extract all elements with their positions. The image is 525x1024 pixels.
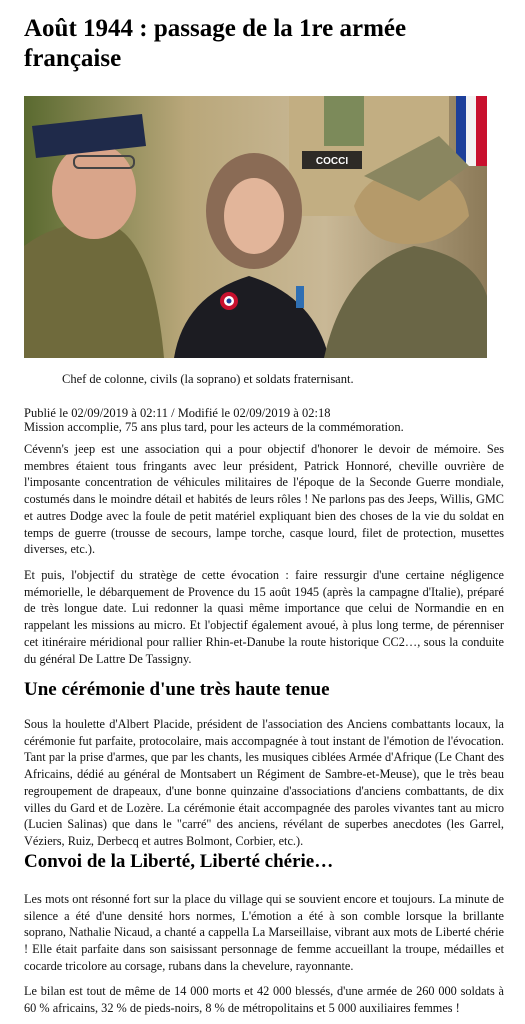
article-title: Août 1944 : passage de la 1re armée française: [24, 15, 407, 72]
article-photo: [24, 96, 487, 358]
flag-white-stripe: [466, 96, 476, 166]
article-lede: Mission accomplie, 75 ans plus tard, pour les acteurs de la commémoration.: [24, 420, 404, 434]
article-paragraph: Sous la houlette d'Albert Placide, président de l'association des Anciens combattants locaux, la cérémonie fut parfaite, protocolaire, mais accompagnée à tout instant de l'émotion de l'évocation. Tant par la prise d'armes, que par les chants, les musiques ciblées Armée d'Afrique (Le Chant des Africains, dédié au général de Montsabert un Régiment de Sambre-et-Meuse), que le très beau regroupement de drapeaux, d'une bonne quinzaine d'associations d'anciens combattants, de dix villes du Gard et de Lozère. La cérémonie était accompagnée des paroles vivantes tant au micro (Lucien Salinas) que dans le "carré" des anciens, révélant de superbes anecdotes (les Garrel, Véziers, Ruiz, Derbecq et autres Bolmont, Corbier, etc.).: [24, 717, 504, 848]
article-meta: [24, 406, 504, 434]
publication-date: Publié le 02/09/2019 à 02:11 / Modifié le 02/09/2019 à 02:18: [24, 406, 331, 420]
article-paragraph: Les mots ont résonné fort sur la place du village qui se souvient encore et toujours. La minute de silence a été d'une densité hors normes, L'émotion a été à son comble lorsque la brillante soprano, Nathalie Nicaud, a chanté a cappella La Marseillaise, vibrant aux mots de Liberté chérie ! Elle était parfaite dans son saisissant personnage de femme accueillant la troupe, médailles et cocarde tricolore au corsage, rubans dans la chevelure, rayonnante.: [24, 892, 504, 973]
section-heading: Convoi de la Liberté, Liberté chérie…: [24, 851, 334, 872]
article-paragraph: Le bilan est tout de même de 14 000 morts et 42 000 blessés, d'une armée de 260 000 soldats à 60 % africains, 32 % de pieds-noirs, 8 % de métropolitains et 5 000 auxiliaires femmes !: [24, 984, 504, 1015]
window-shutter: [324, 96, 364, 146]
photo-illustration: [24, 96, 487, 358]
flag-red-stripe: [476, 96, 487, 166]
section-heading: Une cérémonie d'une très haute tenue: [24, 679, 330, 700]
soldier-left-face: [52, 143, 136, 239]
woman-face: [224, 178, 284, 254]
article-paragraph: Et puis, l'objectif du stratège de cette évocation : faire ressurgir d'une certaine négligence mémorielle, le débarquement de Provence du 15 août 1945 (après la campagne d'Italie), préparé de très longue date. Lui redonner la quasi même importance que celui de Normandie en en rappelant les missions au micro. Et l'objectif également avoué, à plus long terme, de pérenniser cet itinéraire méridional pour rallier Rhin-et-Danube la route historique CC2…, sous la conduite du général De Lattre De Tassigny.: [24, 568, 504, 666]
medal-icon: [296, 286, 304, 308]
shop-sign-text: COCCI: [315, 156, 349, 167]
article-paragraph: Cévenn's jeep est une association qui a pour objectif d'honorer le devoir de mémoire. Ses membres étaient tous fringants avec leur président, Patrick Honnoré, cheville ouvrière de l'imposante concentration de véhicules militaires de l'époque de la Seconde Guerre mondiale, costumés dans le moindre détail et habités de leurs rôles ! Ne parlons pas des Jeeps, Willis, GMC et autres Dodge avec la foule de petit matériel expliquant bien des choses de la vie du soldat en temps de guerre (trousse de secours, lampe torche, casque lourd, filet de protection, musettes diverses, etc.).: [24, 442, 504, 557]
photo-caption: Chef de colonne, civils (la soprano) et soldats fraternisant.: [62, 372, 354, 386]
